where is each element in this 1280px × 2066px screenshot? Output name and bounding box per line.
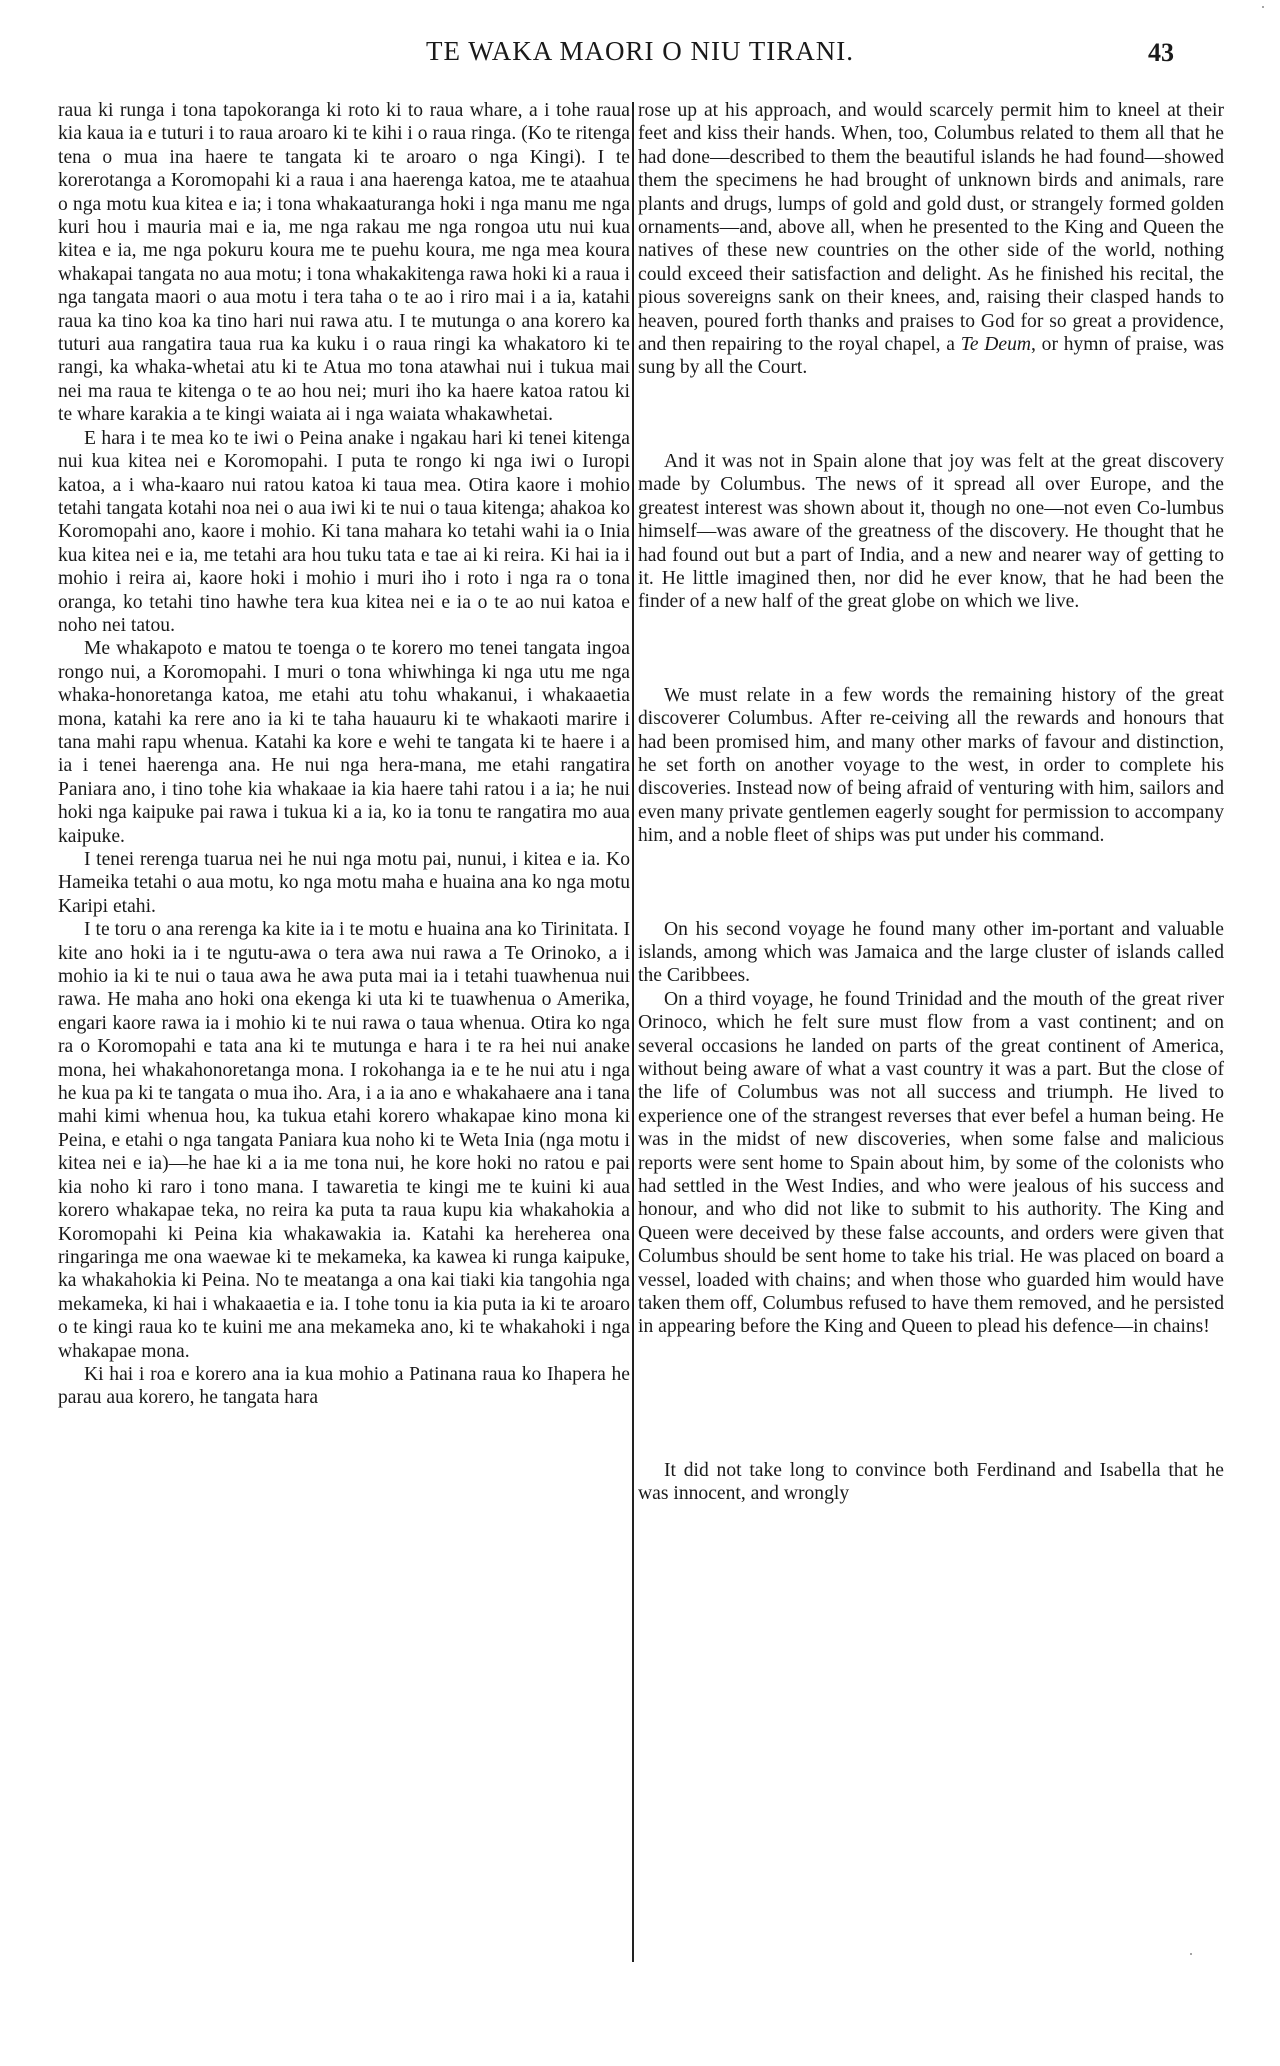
english-column [638,99,1224,1506]
english-paragraph [638,99,1224,380]
maori-paragraph: Ki hai i roa e korero ana ia kua mohio a Patinana raua ko Ihapera he parau aua korero, he tangata hara [58,1363,630,1409]
english-paragraph: And it was not in Spain alone that joy was felt at the great discovery made by Columbus. The news of it spread all over Europe, and the greatest interest was shown about it, though no one—not even Co-lumbus himself—was aware of the greatness of the discovery. He thought that he had found out but a part of India, and a new and nearer way of getting to it. He little imagined then, nor did he ever know, that he had been the finder of a new half of the great globe on which we live. [638,450,1224,613]
page-number: 43 [1148,38,1174,67]
maori-paragraph: I tenei rerenga tuarua nei he nui nga motu pai, nunui, i kitea e ia. Ko Hameika tetahi o aua motu, ko nga motu maha e huaina ana ko nga motu Karipi etahi. [58,849,630,917]
scan-speck [1262,6,1264,8]
english-text: , or hymn of praise, was sung by all the Court. [638,334,1225,379]
maori-column [58,99,630,1410]
scan-speck [1190,1953,1192,1955]
maori-paragraph: I te toru o ana rerenga ka kite ia i te motu e huaina ana ko Tirinitata. I kite ano hoki ia i te ngutu-awa o tera awa nui rawa a Te Orinoko, a i mohio ia ki te nui o taua awa he awa puta mai ia i tetahi tuawhenua nui rawa. He maha ano hoki ona ekenga ki uta ki te tuawhenua o Amerika, engari kaore rawa ia i mohio ki te nui rawa o taua whenua. Otira ko nga ra o Koromopahi e tata ana ki te mutunga e hara i te ra hei nui anake mona, hei whakahonoretanga mona. I rokohanga ia e te he nui atu i nga he kua pa ki te tangata o mua iho. Ara, i a ia ano e whakahaere ana i tana mahi kimi whenua hou, ka tukua etahi korero whakapae kino mona ki Peina, e etahi o nga tangata Paniara kua noho ki te Weta Inia (nga motu i kitea nei e ia)—he hae ki a ia me tona nui, he kore hoki no ratou e pai kia noho ki raro i tono mana. I tawaretia te kingi me te kuini ki aua korero whakapae teka, no reira ka puta ta raua kupu kia whakahokia a Koromopahi ki Peina kia whakawakia ia. Katahi ka hereherea ona ringaringa me ona waewae ki te mekameka, ka kawea ki runga kaipuke, ka whakahokia ki Peina. No te meatanga a ona kai tiaki kia tangohia nga mekameka, ki hai i whakaaetia e ia. I tohe tonu ia kia puta ia ki te aroaro o te kingi raua ko te kuini me ana mekameka ano, ki te whakahoki i nga whakapae mona. [58,919,630,1362]
maori-paragraph: E hara i te mea ko te iwi o Peina anake i ngakau hari ki tenei kitenga nui kua kitea nei e Koromopahi. I puta te rongo ki nga iwi o Iuropi katoa, a i wha-kaaro nui ratou katoa ki taua mea. Otira kaore i mohio tetahi tangata kotahi noa nei o aua iwi ki te nui o taua kitenga; ahakoa ko Koromopahi ano, kaore i mohio. Ki tana mahara ko tetahi wahi ia o Inia kua kitea nei e ia, me tetahi ara hou tuku tata e tae ai ki reira. Ki hai ia i mohio i reira ai, kaore hoki i mohio i muri iho i roto i nga ra o tona oranga, ko tetahi tino hawhe tera kua kitea nei e ia o te ao nui katoa e noho nei tatou. [58,427,630,636]
english-text: rose up at his approach, and would scarcely permit him to kneel at their feet and kiss their hands. When, too, Columbus related to them all that he had done—described to them the beautiful islands he had found—showed them the specimens he had brought of unknown birds and animals, rare plants and drugs, lumps of gold and gold dust, or strangely formed golden ornaments—and, above all, when he presented to the King and Queen the natives of these new countries on the other side of the world, nothing could exceed their satisfaction and delight. As he finished his recital, the pious sovereigns sank on their knees, and, raising their clasped hands to heaven, poured forth thanks and praises to God for so great a providence, and then repairing to the royal chapel, a [638,100,1224,356]
english-paragraph: On his second voyage he found many other im-portant and valuable islands, among which was Jamaica and the large cluster of islands called the Caribbees. [638,918,1224,987]
running-title: TE WAKA MAORI O NIU TIRANI. [426,36,854,66]
english-paragraph: It did not take long to convince both Ferdinand and Isabella that he was innocent, and wrongly [638,1459,1224,1505]
english-paragraph: We must relate in a few words the remaining history of the great discoverer Columbus. After re-ceiving all the rewards and honours that had been promised him, and many other marks of favour and distinction, he set forth on another voyage to the west, in order to complete his discoveries. Instead now of being afraid of venturing with him, sailors and even many private gentlemen eagerly sought for permission to accompany him, and a noble fleet of ships was put under his command. [638,684,1224,847]
page-header [0,36,1280,76]
maori-paragraph: Me whakapoto e matou te toenga o te korero mo tenei tangata ingoa rongo nui, a Koromopahi. I muri o tona whiwhinga ki nga utu me nga whaka-honoretanga katoa, me etahi atu tohu whakanui, i whakaaetia mona, katahi ka rere ano ia ki te taha hauauru ki te whakaoti marire i tana mahi rapu whenua. Katahi ka kore e wehi te tangata ki te haere i a ia i tenei haerenga ana. He nui nga hera-mana, me etahi rangatira Paniara ano, i tino tohe kia whakaae ia kia haere tahi ratou i a ia; he nui hoki nga kaipuke pai rawa i tukua ki a ia, ko ia tonu te rangatira mo aua kaipuke. [58,638,630,847]
maori-paragraph: raua ki runga i tona tapokoranga ki roto ki to raua whare, a i tohe raua kia kaua ia e tuturi i to raua aroaro ki te kihi i o raua ringa. (Ko te ritenga tena o mua ina haere te tangata ki te aroaro o nga Kingi). I te korerotanga a Koromopahi ki a raua i ana haerenga katoa, me te ataahua o nga motu kua kitea e ia; i tona whakaaturanga hoki i nga manu me nga kuri hou i mauria mai e ia, me nga rakau me nga rongoa utu nui kua kitea e ia, me nga pokuru koura me te puehu koura, me nga mea koura whakapai tangata no aua motu; i tona whakakitenga rawa hoki ki a raua i nga tangata maori o aua motu i tera taha o te ao i riro mai i a ia, katahi raua ka tino koa ka tino hari nui rawa atu. I te mutunga o ana korero ka tuturi aua rangatira taua rua ka kuku i o raua ringi ka whakatoro ki te rangi, ka whaka-whetai atu ki te Atua mo tona atawhai nui i tukua mai nei ma raua te kitenga o te ao hou nei; muri iho ka haere katoa ratou ki te whare karakia a te kingi waiata ai i nga waiata whakawhetai. [58,100,630,426]
column-divider [632,102,634,1962]
english-paragraph: On a third voyage, he found Trinidad and the mouth of the great river Orinoco, which he felt sure must flow from a vast continent; and on several occasions he landed on parts of the great continent of America, without being aware of what a vast country it was a part. But the close of the life of Columbus was not all success and triumph. He lived to experience one of the strangest reverses that ever befel a human being. He was in the midst of new discoveries, when some false and malicious reports were sent home to Spain about him, by some of the colonists who had settled in the West Indies, and who were jealous of his success and honour, and who did not like to submit to his authority. The King and Queen were deceived by these false accounts, and orders were given that Columbus should be sent home to take his trial. He was placed on board a vessel, loaded with chains; and when those who guarded him would have taken them off, Columbus refused to have them removed, and he persisted in appearing before the King and Queen to plead his defence—in chains! [638,988,1224,1338]
italic-title: Te Deum [960,334,1032,356]
